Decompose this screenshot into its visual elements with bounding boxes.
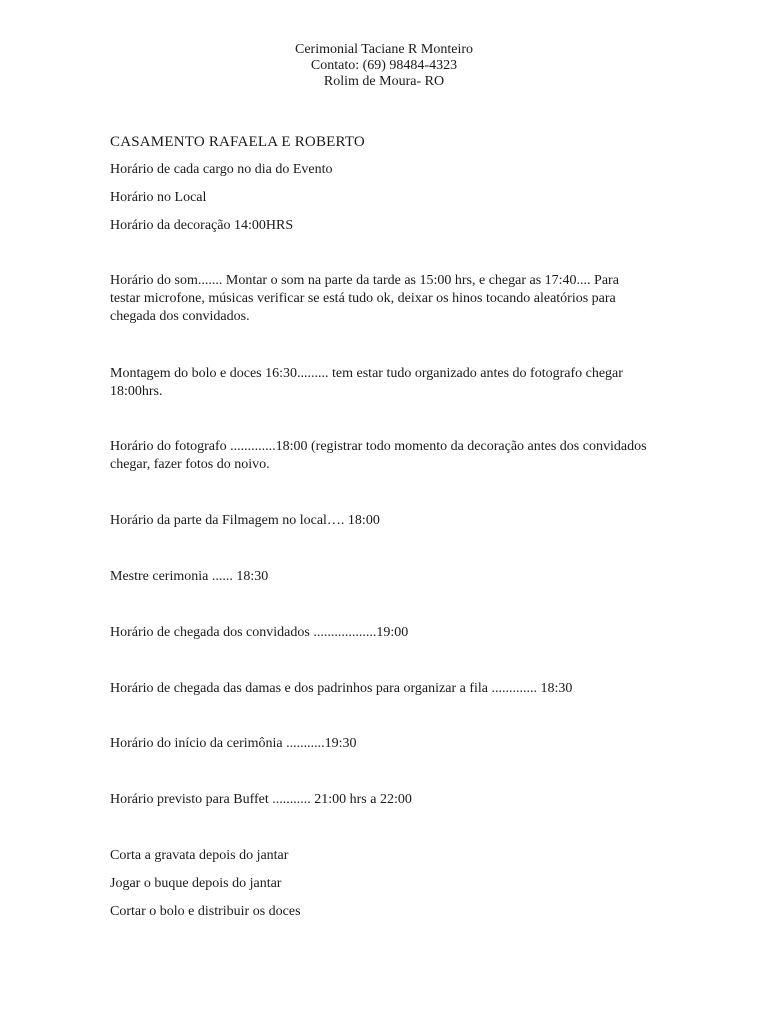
header-location: Rolim de Moura- RO [323,74,445,89]
paragraph-schedule-intro: Horário de cada cargo no dia do Evento [110,162,333,177]
document-header [0,42,768,90]
paragraph-bouquet-toss: Jogar o buque depois do jantar [110,876,282,891]
paragraph-buffet-time: Horário previsto para Buffet ........... 21:00 hrs a 22:00 [110,792,412,807]
paragraph-sound-time: Horário do som....... Montar o som na parte da tarde as 15:00 hrs, e chegar as 17:40.... Para testar microfone, músicas verificar se está tudo ok, deixar os hinos tocando aleatórios para chegada dos convidados. [110,273,619,324]
paragraph-ceremony-start: Horário do início da cerimônia ...........19:30 [110,736,357,751]
paragraph-bridesmaids-arrival: Horário de chegada das damas e dos padrinhos para organizar a fila ............. 18:30 [110,681,573,696]
paragraph-filming: Horário da parte da Filmagem no local…. 18:00 [110,513,380,528]
document-title: CASAMENTO RAFAELA E ROBERTO [110,134,365,150]
paragraph-photographer: Horário do fotografo .............18:00 (registrar todo momento da decoração antes dos convidados chegar, fazer fotos do noivo. [110,439,647,472]
paragraph-decoration-time: Horário da decoração 14:00HRS [110,218,294,233]
paragraph-guests-arrival: Horário de chegada dos convidados ..................19:00 [110,625,409,640]
paragraph-cake-cutting: Cortar o bolo e distribuir os doces [110,904,301,919]
paragraph-venue-time: Horário no Local [110,190,207,205]
paragraph-tie-cutting: Corta a gravata depois do jantar [110,848,289,863]
header-contact: Contato: (69) 98484-4323 [310,58,458,73]
header-organizer: Cerimonial Taciane R Monteiro [295,42,473,57]
paragraph-cake-setup: Montagem do bolo e doces 16:30......... tem estar tudo organizado antes do fotografo chegar 18:00hrs. [110,366,623,399]
paragraph-ceremony-master: Mestre cerimonia ...... 18:30 [110,569,269,584]
